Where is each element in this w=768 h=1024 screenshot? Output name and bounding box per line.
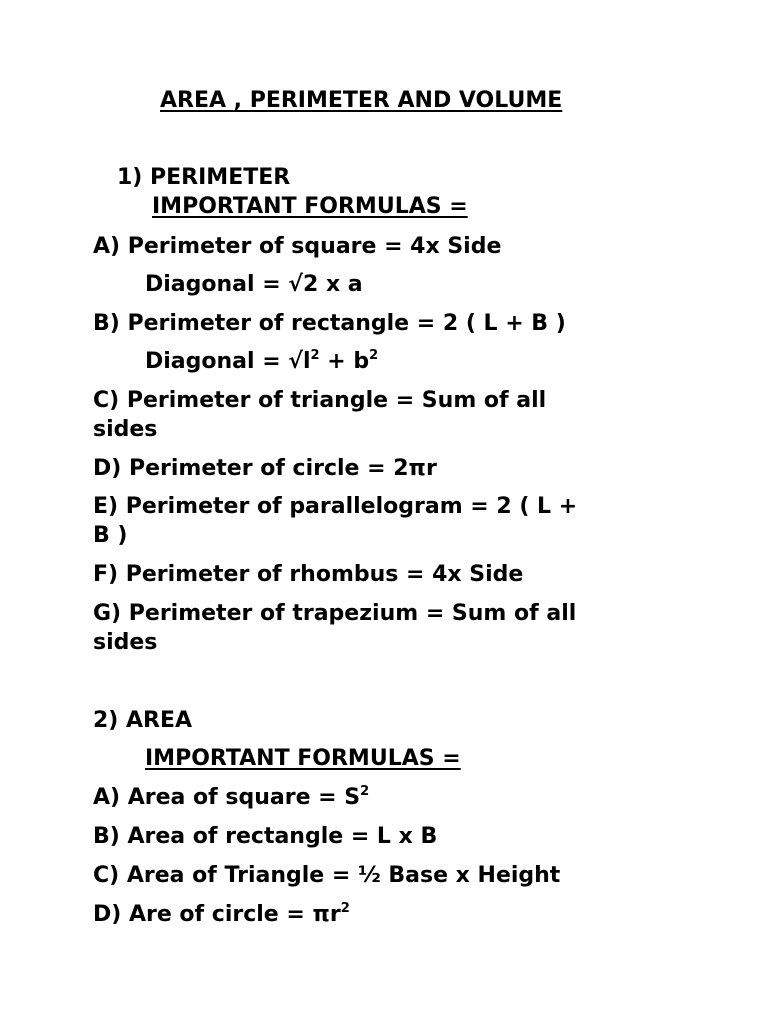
area-triangle: C) Area of Triangle = ½ Base x Height — [93, 863, 561, 888]
rectangle-diagonal-base: Diagonal = √l — [145, 349, 311, 374]
rectangle-diagonal — [145, 347, 378, 376]
area-rectangle: B) Area of rectangle = L x B — [93, 824, 438, 849]
perimeter-parallelogram-cont: B ) — [93, 523, 128, 548]
area-square-text: A) Area of square = S — [93, 785, 361, 810]
superscript-two: 2 — [310, 348, 320, 363]
perimeter-trapezium-cont: sides — [93, 630, 158, 655]
area-circle-text: D) Are of circle = πr — [93, 902, 341, 927]
area-square — [93, 783, 369, 812]
square-diagonal: Diagonal = √2 x a — [145, 272, 363, 297]
perimeter-parallelogram: E) Perimeter of parallelogram = 2 ( L + — [93, 494, 578, 519]
perimeter-rectangle: B) Perimeter of rectangle = 2 ( L + B ) — [93, 311, 566, 336]
page-title: AREA , PERIMETER AND VOLUME — [160, 88, 563, 113]
perimeter-square: A) Perimeter of square = 4x Side — [93, 234, 502, 259]
superscript-two: 2 — [340, 901, 350, 916]
perimeter-circle: D) Perimeter of circle = 2πr — [93, 456, 437, 481]
area-formulas-subheading: IMPORTANT FORMULAS = — [145, 746, 461, 771]
perimeter-rhombus: F) Perimeter of rhombus = 4x Side — [93, 562, 524, 587]
rectangle-diagonal-mid: + b — [319, 349, 370, 374]
perimeter-triangle: C) Perimeter of triangle = Sum of all — [93, 388, 547, 413]
area-circle — [93, 900, 350, 929]
superscript-two: 2 — [360, 784, 370, 799]
perimeter-trapezium: G) Perimeter of trapezium = Sum of all — [93, 601, 577, 626]
superscript-two: 2 — [369, 348, 379, 363]
perimeter-formulas-subheading: IMPORTANT FORMULAS = — [152, 194, 468, 219]
perimeter-heading: 1) PERIMETER — [117, 165, 291, 190]
perimeter-triangle-cont: sides — [93, 417, 158, 442]
area-heading: 2) AREA — [93, 708, 193, 733]
